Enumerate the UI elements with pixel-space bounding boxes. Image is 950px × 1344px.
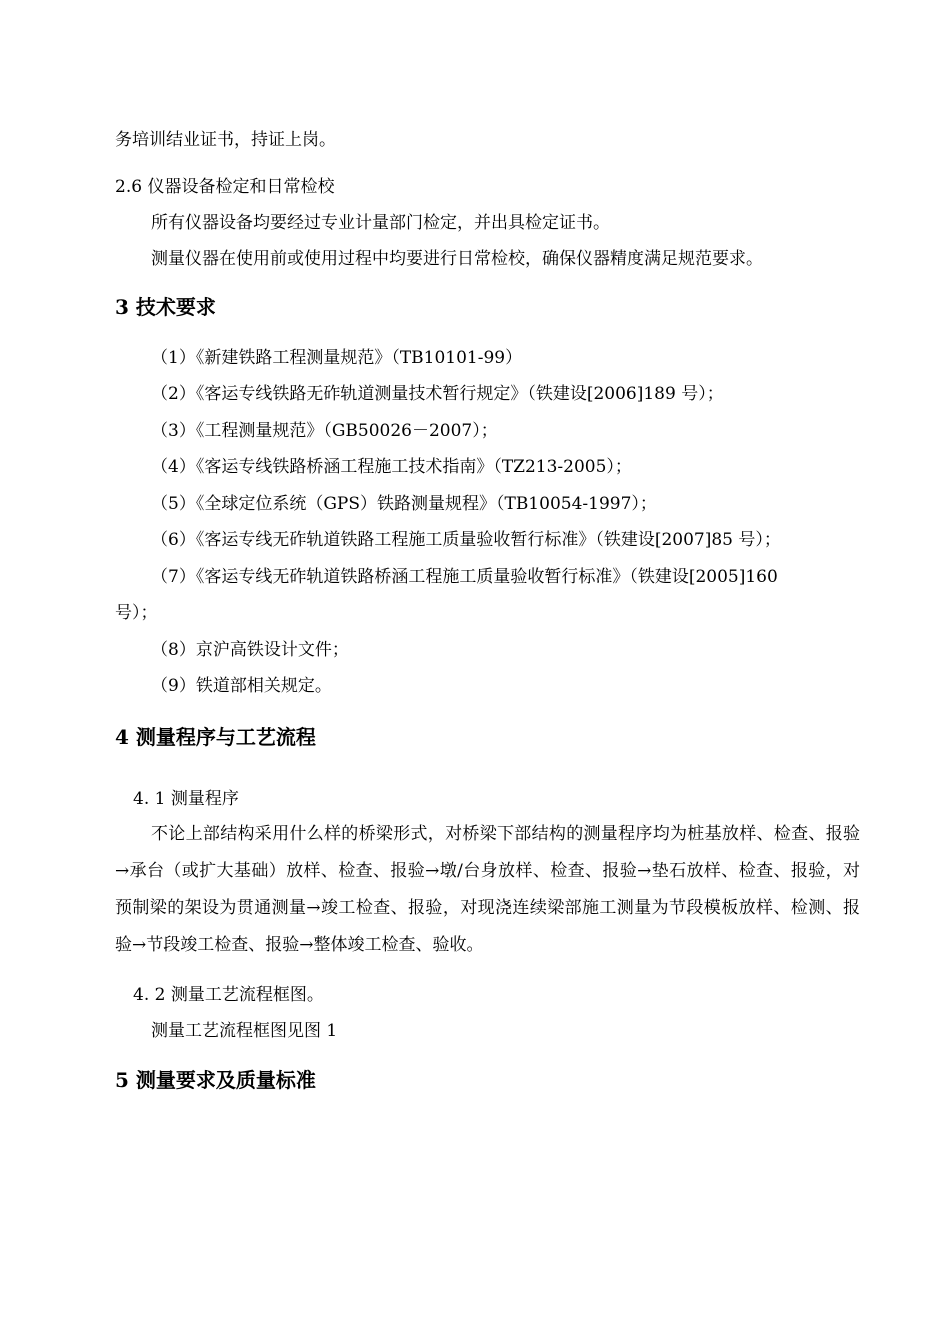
section-4-heading: 4 测量程序与工艺流程 [115,725,316,749]
section-5-heading: 5 测量要求及质量标准 [115,1068,316,1092]
subsection-4-2-paragraph: 测量工艺流程框图见图 1 [151,1021,338,1041]
reference-item-3: （3）《工程测量规范》（GB50026－2007）； [151,421,498,441]
reference-item-7-continued: 号）； [115,603,158,623]
reference-item-4: （4）《客运专线铁路桥涵工程施工技术指南》（TZ213-2005）； [151,457,632,477]
reference-item-5: （5）《全球定位系统（GPS）铁路测量规程》（TB10054-1997）； [151,494,657,514]
continuation-line: 务培训结业证书，持证上岗。 [115,130,336,150]
subsection-4-2-title: 4. 2 测量工艺流程框图。 [133,985,324,1005]
subsection-4-1-title: 4. 1 测量程序 [133,789,239,809]
subsection-4-1-paragraph: 不论上部结构采用什么样的桥梁形式，对桥梁下部结构的测量程序均为桩基放样、检查、报验→承台（或扩大基础）放样、检查、报验→墩/台身放样、检查、报验→垫石放样、检查、报验，对预制梁的架设为贯通测量→竣工检查、报验，对现浇连续梁部施工测量为节段模板放样、检测、报验→节段竣工检查、报验→整体竣工检查、验收。 [115,824,860,955]
section-3-heading: 3 技术要求 [115,295,216,319]
section-2-6-paragraph-1: 所有仪器设备均要经过专业计量部门检定，并出具检定证书。 [151,213,610,233]
reference-item-1: （1）《新建铁路工程测量规范》（TB10101-99） [151,348,523,368]
reference-item-8: （8）京沪高铁设计文件； [151,640,349,660]
reference-item-2: （2）《客运专线铁路无砟轨道测量技术暂行规定》（铁建设[2006]189 号）； [151,384,724,404]
section-2-6-title: 2.6 仪器设备检定和日常检校 [115,177,335,197]
reference-item-7: （7）《客运专线无砟轨道铁路桥涵工程施工质量验收暂行标准》（铁建设[2005]160 [151,567,778,587]
reference-item-9: （9）铁道部相关规定。 [151,676,332,696]
reference-item-6: （6）《客运专线无砟轨道铁路工程施工质量验收暂行标准》（铁建设[2007]85 号）； [151,530,781,550]
section-2-6-paragraph-2: 测量仪器在使用前或使用过程中均要进行日常检校，确保仪器精度满足规范要求。 [151,249,763,269]
